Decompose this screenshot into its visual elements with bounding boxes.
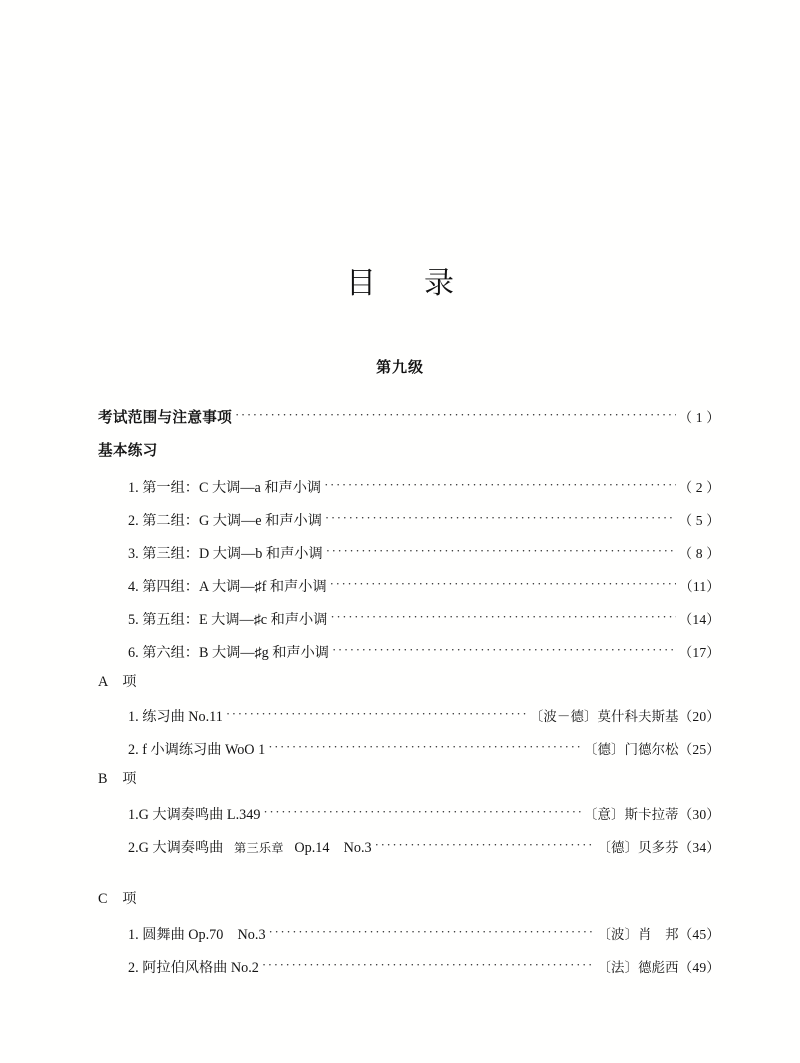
toc-entry-a-2[interactable] <box>98 740 720 757</box>
page-number: （ 2 ） <box>678 480 720 496</box>
toc-entry-tail <box>679 580 720 594</box>
toc-entry-a-1[interactable] <box>98 707 720 724</box>
page-number: （34） <box>678 840 720 856</box>
page-number: （ 5 ） <box>678 513 720 529</box>
toc-entry-movement: 第三乐章 <box>234 841 284 856</box>
toc-entry-group-2[interactable] <box>98 511 720 528</box>
toc-entry-tail <box>584 808 720 822</box>
dot-leader <box>330 577 677 591</box>
toc-entry-label: 1. 圆舞曲 Op.70 No.3 <box>128 927 266 944</box>
dot-leader <box>235 408 676 422</box>
toc-entry-tail <box>598 961 720 975</box>
toc-entry-opus: Op.14 No.3 <box>294 840 372 857</box>
page-number: （11） <box>679 579 720 595</box>
toc-entry-label: 1. 练习曲 No.11 <box>128 709 223 726</box>
toc-entry-label: 1.G 大调奏鸣曲 L.349 <box>128 807 261 824</box>
composer-name: 〔德〕贝多芬 <box>597 840 679 856</box>
dot-leader <box>226 707 527 721</box>
toc-entry-tail <box>679 613 720 627</box>
page-number: （14） <box>678 612 720 628</box>
toc-entry-tail <box>598 841 720 855</box>
toc-entry-exam-scope[interactable] <box>98 408 720 426</box>
toc-entry-c-2[interactable] <box>98 958 720 975</box>
toc-entry-title: 2.G 大调奏鸣曲 <box>128 840 224 857</box>
toc-entry-tail <box>679 514 720 528</box>
toc-entry-label: 2. 阿拉伯风格曲 No.2 <box>128 960 259 977</box>
toc-entry-tail <box>530 710 720 724</box>
toc-entry-label: 3. 第三组：D 大调—b 和声小调 <box>128 546 323 563</box>
toc-section-heading-a <box>98 675 720 689</box>
page-number: （ 1 ） <box>678 410 720 426</box>
dot-leader <box>375 838 595 852</box>
toc-entry-tail <box>679 411 720 425</box>
toc-entry-group-1[interactable] <box>98 478 720 495</box>
toc-entry-label: 5. 第五组：E 大调—♯c 和声小调 <box>128 612 328 629</box>
toc-entry-tail <box>679 547 720 561</box>
toc-heading-label: 基本练习 <box>98 443 158 459</box>
toc-entry-tail <box>679 481 720 495</box>
dot-leader <box>269 925 595 939</box>
toc-heading-basic-practice <box>98 444 720 459</box>
toc-section-heading-c <box>98 892 720 906</box>
section-heading-label: C 项 <box>98 891 137 907</box>
dot-leader <box>268 740 581 754</box>
toc-entry-tail <box>679 646 720 660</box>
toc-entry-b-2[interactable] <box>98 838 720 855</box>
level-heading: 第九级 <box>376 360 424 376</box>
toc-entry-c-1[interactable] <box>98 925 720 942</box>
toc-entry-group-6[interactable] <box>98 643 720 660</box>
dot-leader <box>330 610 675 624</box>
page-number: （25） <box>678 742 720 758</box>
dot-leader <box>325 511 676 525</box>
toc-section-heading-b <box>98 772 720 786</box>
toc-entry-tail <box>598 928 720 942</box>
toc-entry-label: 考试范围与注意事项 <box>98 410 232 427</box>
toc-entry-tail <box>584 743 720 757</box>
page-number: （20） <box>678 709 720 725</box>
page-number: （17） <box>678 645 720 661</box>
toc-entry-b-1[interactable] <box>98 805 720 822</box>
page-number: （45） <box>678 927 720 943</box>
toc-entry-group-5[interactable] <box>98 610 720 627</box>
page-number: （30） <box>678 807 720 823</box>
toc-entry-label: 2. 第二组：G 大调—e 和声小调 <box>128 513 322 530</box>
toc-entry-label: 2. f 小调练习曲 WoO 1 <box>128 742 266 759</box>
composer-name: 〔意〕斯卡拉蒂 <box>584 807 679 823</box>
page-number: （ 8 ） <box>678 546 720 562</box>
section-heading-label: A 项 <box>98 674 137 690</box>
composer-name: 〔德〕门德尔松 <box>584 742 679 758</box>
composer-name: 〔法〕德彪西 <box>597 960 679 976</box>
composer-name: 〔波〕肖 邦 <box>597 927 679 943</box>
dot-leader <box>324 478 675 492</box>
toc-entry-label <box>98 841 372 855</box>
toc-entry-label: 4. 第四组：A 大调—♯f 和声小调 <box>128 579 327 596</box>
toc-entry-label: 6. 第六组：B 大调—♯g 和声小调 <box>128 645 329 662</box>
page-title: 目 录 <box>346 267 463 300</box>
dot-leader <box>326 544 676 558</box>
dot-leader <box>263 805 581 819</box>
dot-leader <box>262 958 595 972</box>
dot-leader <box>332 643 676 657</box>
toc-entry-group-4[interactable] <box>98 577 720 594</box>
page-number: （49） <box>678 960 720 976</box>
toc-entry-group-3[interactable] <box>98 544 720 561</box>
toc-entry-label: 1. 第一组：C 大调—a 和声小调 <box>128 480 322 497</box>
section-heading-label: B 项 <box>98 771 137 787</box>
composer-name: 〔波－德〕莫什科夫斯基 <box>529 709 679 725</box>
